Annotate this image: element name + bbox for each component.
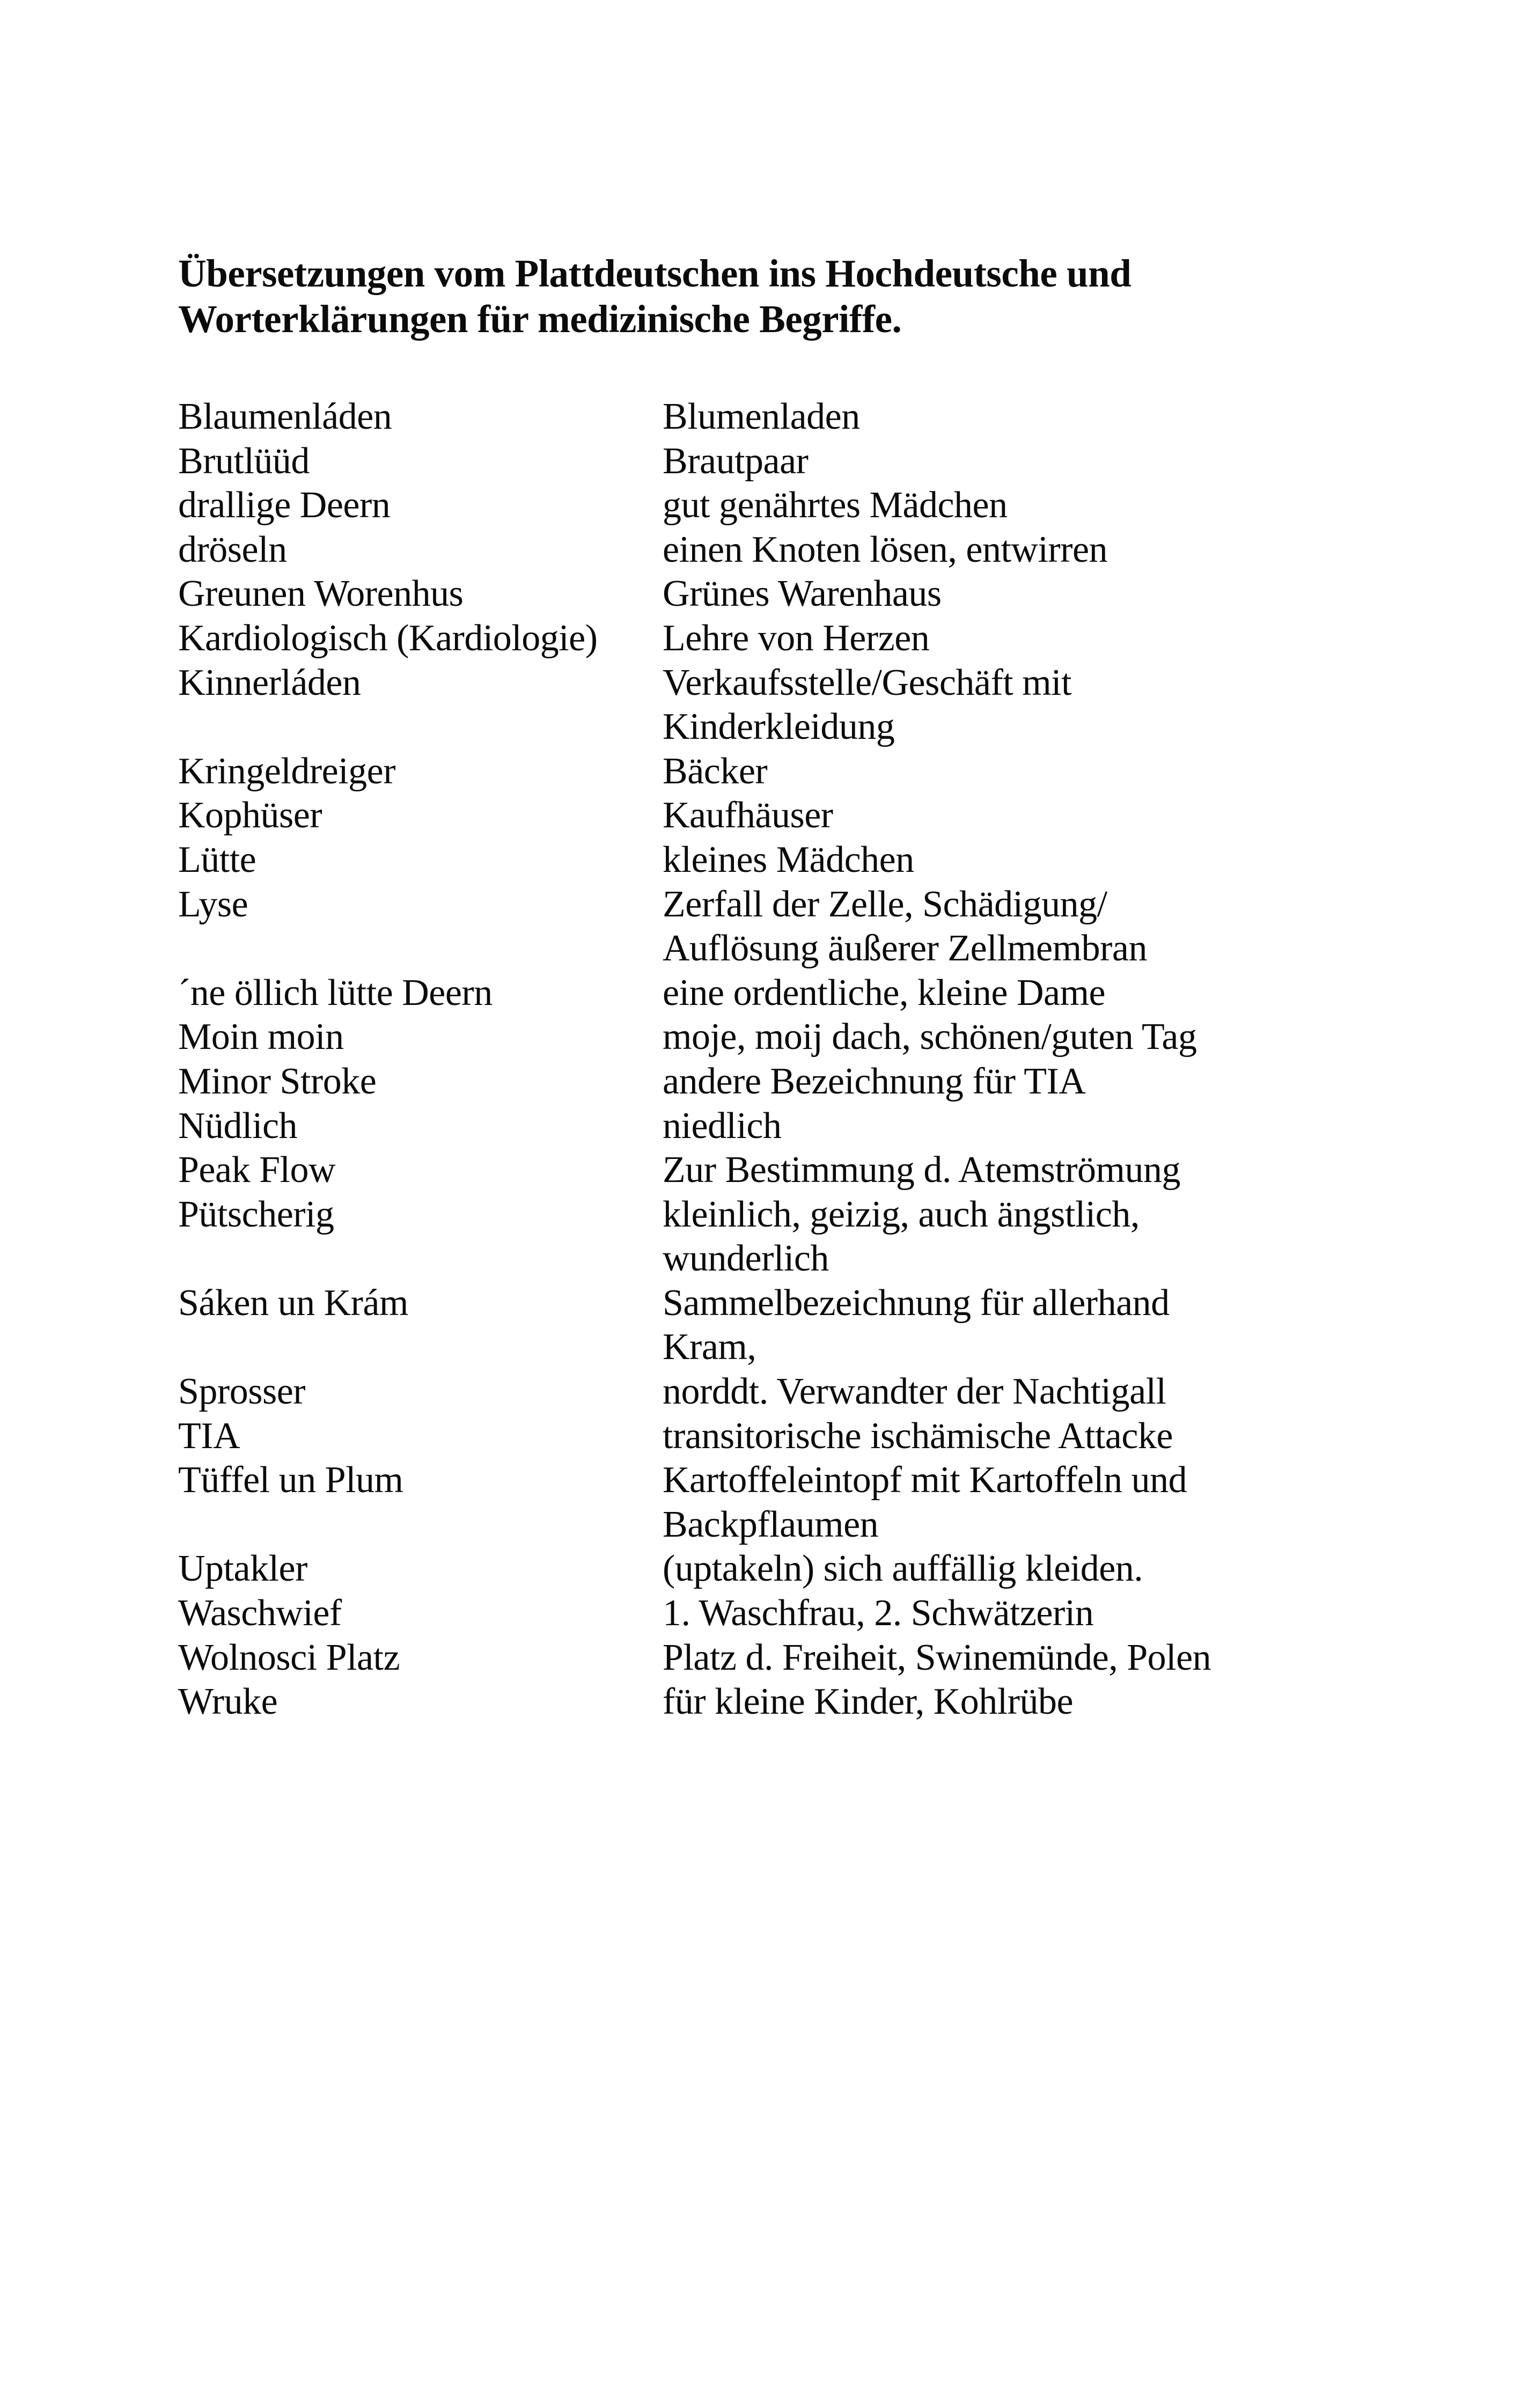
definition-hochdeutsch: Kartoffeleintopf mit Kartoffeln und xyxy=(663,1459,1187,1501)
definition-hochdeutsch: einen Knoten lösen, entwirren xyxy=(663,528,1108,570)
page-title-line-1: Übersetzungen vom Plattdeutschen ins Hochdeutsche und xyxy=(178,252,1131,295)
definition-hochdeutsch: Zerfall der Zelle, Schädigung/ xyxy=(663,883,1107,925)
term-plattdeutsch: dröseln xyxy=(178,528,287,570)
definition-hochdeutsch: kleines Mädchen xyxy=(663,839,914,880)
term-plattdeutsch: Brutlüüd xyxy=(178,440,310,482)
term-plattdeutsch: Wolnosci Platz xyxy=(178,1636,400,1678)
term-plattdeutsch: Peak Flow xyxy=(178,1149,335,1191)
definition-hochdeutsch: Brautpaar xyxy=(663,440,809,482)
definition-hochdeutsch: für kleine Kinder, Kohlrübe xyxy=(663,1681,1074,1723)
glossary-row xyxy=(178,971,1369,1016)
term-plattdeutsch: Greunen Worenhus xyxy=(178,573,464,615)
page-title xyxy=(178,251,1131,342)
definition-hochdeutsch: niedlich xyxy=(663,1105,782,1147)
term-plattdeutsch: Uptakler xyxy=(178,1548,307,1590)
term-plattdeutsch: Nüdlich xyxy=(178,1105,298,1147)
definition-hochdeutsch: (uptakeln) sich auffällig kleiden. xyxy=(663,1548,1143,1590)
term-plattdeutsch xyxy=(178,1325,663,1370)
glossary-row xyxy=(178,1104,1369,1149)
glossary-row xyxy=(178,705,1369,750)
glossary-row xyxy=(178,1414,1369,1459)
term-plattdeutsch xyxy=(178,927,663,971)
glossary-row xyxy=(178,1503,1369,1547)
definition-hochdeutsch: Platz d. Freiheit, Swinemünde, Polen xyxy=(663,1636,1211,1678)
glossary-row xyxy=(178,1680,1369,1724)
glossary-row xyxy=(178,528,1369,572)
glossary-row xyxy=(178,1636,1369,1680)
term-plattdeutsch: Sáken un Krám xyxy=(178,1282,408,1324)
glossary-row xyxy=(178,1591,1369,1636)
definition-hochdeutsch: Kaufhäuser xyxy=(663,795,833,836)
glossary-row xyxy=(178,794,1369,838)
definition-hochdeutsch: Sammelbezeichnung für allerhand xyxy=(663,1282,1170,1324)
term-plattdeutsch: Wruke xyxy=(178,1681,278,1723)
definition-hochdeutsch: kleinlich, geizig, auch ängstlich, xyxy=(663,1193,1140,1235)
term-plattdeutsch xyxy=(178,705,663,750)
term-plattdeutsch: Moin moin xyxy=(178,1016,344,1058)
glossary-row xyxy=(178,838,1369,883)
term-plattdeutsch: Lütte xyxy=(178,839,256,880)
glossary-row xyxy=(178,1193,1369,1237)
glossary-row xyxy=(178,1325,1369,1370)
page-title-line-2: Worterklärungen für medizinische Begriffe. xyxy=(178,297,902,341)
definition-hochdeutsch: andere Bezeichnung für TIA xyxy=(663,1060,1086,1102)
glossary-list xyxy=(178,395,1369,1724)
glossary-row xyxy=(178,750,1369,794)
glossary-row xyxy=(178,1370,1369,1414)
term-plattdeutsch: Pütscherig xyxy=(178,1193,334,1235)
glossary-row xyxy=(178,1237,1369,1281)
term-plattdeutsch: Kardiologisch (Kardiologie) xyxy=(178,617,598,659)
definition-hochdeutsch: Verkaufsstelle/Geschäft mit xyxy=(663,662,1072,703)
term-plattdeutsch: Lyse xyxy=(178,883,248,925)
glossary-row xyxy=(178,1060,1369,1104)
definition-hochdeutsch: Bäcker xyxy=(663,750,768,792)
term-plattdeutsch: ´ne öllich lütte Deern xyxy=(178,972,493,1014)
glossary-row xyxy=(178,483,1369,528)
glossary-row xyxy=(178,616,1369,661)
glossary-row xyxy=(178,927,1369,971)
term-plattdeutsch: Waschwief xyxy=(178,1592,342,1634)
glossary-row xyxy=(178,1547,1369,1591)
definition-hochdeutsch: moje, moij dach, schönen/guten Tag xyxy=(663,1016,1197,1058)
term-plattdeutsch: Kringeldreiger xyxy=(178,750,396,792)
term-plattdeutsch: Tüffel un Plum xyxy=(178,1459,403,1501)
definition-hochdeutsch: eine ordentliche, kleine Dame xyxy=(663,972,1106,1014)
term-plattdeutsch xyxy=(178,1237,663,1281)
definition-hochdeutsch: Kram, xyxy=(663,1326,756,1368)
definition-hochdeutsch: gut genährtes Mädchen xyxy=(663,484,1008,526)
definition-hochdeutsch: Zur Bestimmung d. Atemströmung xyxy=(663,1149,1180,1191)
term-plattdeutsch: Kinnerláden xyxy=(178,662,361,703)
glossary-row xyxy=(178,439,1369,484)
glossary-row xyxy=(178,1458,1369,1503)
term-plattdeutsch: Kophüser xyxy=(178,795,322,836)
definition-hochdeutsch: Grünes Warenhaus xyxy=(663,573,942,615)
glossary-row xyxy=(178,883,1369,927)
term-plattdeutsch: Minor Stroke xyxy=(178,1060,377,1102)
definition-hochdeutsch: transitorische ischämische Attacke xyxy=(663,1415,1173,1457)
glossary-row xyxy=(178,395,1369,439)
glossary-row xyxy=(178,661,1369,706)
term-plattdeutsch: drallige Deern xyxy=(178,484,391,526)
term-plattdeutsch: Sprosser xyxy=(178,1371,306,1413)
definition-hochdeutsch: Lehre von Herzen xyxy=(663,617,930,659)
definition-hochdeutsch: 1. Waschfrau, 2. Schwätzerin xyxy=(663,1592,1094,1634)
definition-hochdeutsch: Backpflaumen xyxy=(663,1503,879,1545)
definition-hochdeutsch: Kinderkleidung xyxy=(663,706,895,748)
definition-hochdeutsch: wunderlich xyxy=(663,1238,829,1280)
definition-hochdeutsch: norddt. Verwandter der Nachtigall xyxy=(663,1371,1166,1413)
definition-hochdeutsch: Auflösung äußerer Zellmembran xyxy=(663,928,1147,970)
glossary-row xyxy=(178,1281,1369,1326)
definition-hochdeutsch: Blumenladen xyxy=(663,396,860,437)
glossary-row xyxy=(178,572,1369,616)
term-plattdeutsch xyxy=(178,1503,663,1547)
glossary-row xyxy=(178,1015,1369,1060)
term-plattdeutsch: TIA xyxy=(178,1415,240,1457)
term-plattdeutsch: Blaumenláden xyxy=(178,396,392,437)
glossary-row xyxy=(178,1148,1369,1193)
